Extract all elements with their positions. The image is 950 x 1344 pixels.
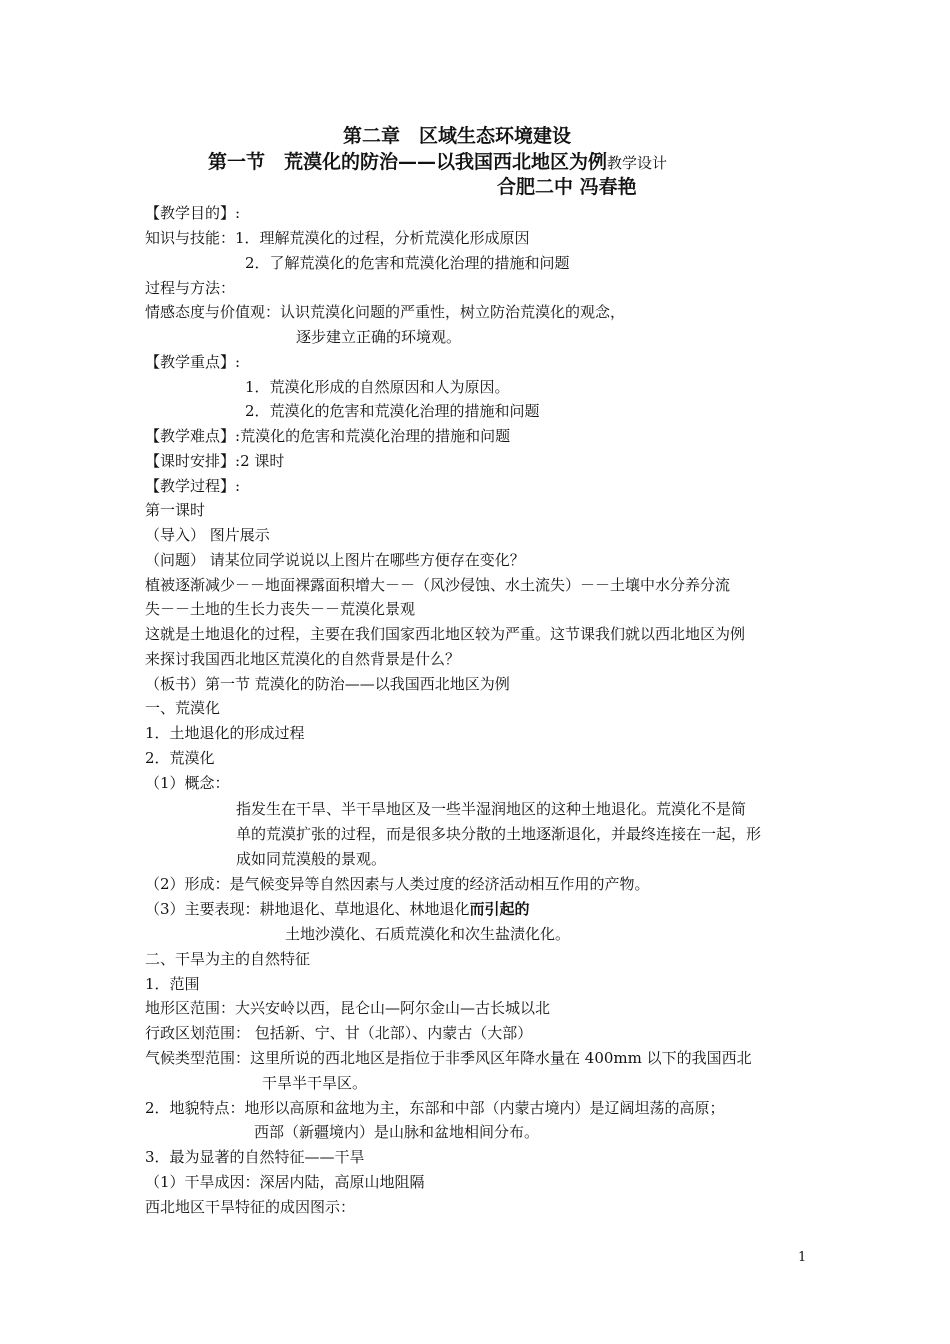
section-title-text: 第一节 荒漠化的防治——以我国西北地区为例 bbox=[208, 151, 608, 173]
page-number: 1 bbox=[798, 1250, 807, 1265]
part-one-item-1: 1．土地退化的形成过程 bbox=[145, 724, 305, 742]
section-title-suffix: 教学设计 bbox=[607, 154, 668, 172]
climate-scope-2: 干旱半干旱区。 bbox=[262, 1074, 368, 1092]
difficulty-heading: 【教学难点】: bbox=[145, 427, 241, 445]
lesson-label: 第一课时 bbox=[145, 501, 206, 519]
admin-scope: 行政区划范围： 包括新、宁、甘（北部）、内蒙古（大部） bbox=[145, 1024, 533, 1042]
attitude-item-2: 逐步建立正确的环境观。 bbox=[296, 328, 462, 346]
knowledge-label: 知识与技能： bbox=[145, 229, 236, 247]
key-point-1: 1．荒漠化形成的自然原因和人为原因。 bbox=[245, 378, 510, 396]
landform-line-2: 西部（新疆境内）是山脉和盆地相间分布。 bbox=[254, 1123, 540, 1141]
manifest-line bbox=[145, 899, 530, 919]
scope-heading: 1．范围 bbox=[145, 975, 200, 993]
key-points-heading: 【教学重点】: bbox=[145, 353, 241, 371]
key-point-2: 2．荒漠化的危害和荒漠化治理的措施和问题 bbox=[245, 402, 540, 420]
manifest-line-2: 土地沙漠化、石质荒漠化和次生盐渍化化。 bbox=[285, 925, 571, 943]
process-method: 过程与方法： bbox=[145, 279, 236, 297]
difficulty-text: 荒漠化的危害和荒漠化治理的措施和问题 bbox=[240, 427, 511, 445]
chain-line-2: 失－－土地的生长力丧失－－荒漠化景观 bbox=[145, 600, 416, 618]
landform-line-1: 2．地貌特点：地形以高原和盆地为主，东部和中部（内蒙古境内）是辽阔坦荡的高原； bbox=[145, 1099, 725, 1117]
attitude-item-1: 认识荒漠化问题的严重性，树立防治荒漠化的观念， bbox=[280, 303, 626, 321]
schedule-line bbox=[145, 451, 284, 471]
terrain-scope: 地形区范围：大兴安岭以西，昆仑山—阿尔金山—古长城以北 bbox=[145, 999, 551, 1017]
chain-line-1: 植被逐渐减少－－地面裸露面积增大－－（风沙侵蚀、水土流失）－－土壤中水分养分流 bbox=[145, 576, 731, 594]
diagram-caption: 西北地区干旱特征的成因图示： bbox=[145, 1198, 356, 1216]
manifest-bold: 而引起的 bbox=[469, 900, 530, 918]
knowledge-line bbox=[145, 228, 530, 248]
cause-line: （1）干旱成因：深居内陆，高原山地阻隔 bbox=[145, 1173, 425, 1191]
manifest-label: （3）主要表现：耕地退化、草地退化、林地退化 bbox=[145, 900, 470, 918]
section-title bbox=[208, 150, 667, 175]
chapter-title: 第二章 区域生态环境建设 bbox=[343, 125, 572, 147]
schedule-heading: 【课时安排】: bbox=[145, 452, 241, 470]
concept-line-3: 成如同荒漠般的景观。 bbox=[236, 850, 387, 868]
formation-line: （2）形成：是气候变异等自然因素与人类过度的经济活动相互作用的产物。 bbox=[145, 875, 650, 893]
knowledge-item-2: 2．了解荒漠化的危害和荒漠化治理的措施和问题 bbox=[245, 254, 570, 272]
intro-text-2: 来探讨我国西北地区荒漠化的自然背景是什么？ bbox=[145, 650, 461, 668]
concept-label: （1）概念： bbox=[145, 774, 230, 792]
author-line: 合肥二中 冯春艳 bbox=[497, 176, 637, 198]
intro-line: （导入） 图片展示 bbox=[145, 526, 270, 544]
attitude-label: 情感态度与价值观： bbox=[145, 303, 281, 321]
part-one-heading: 一、荒漠化 bbox=[145, 699, 221, 717]
concept-line-1: 指发生在干旱、半干旱地区及一些半湿润地区的这种土地退化。荒漠化不是简 bbox=[236, 800, 747, 818]
attitude-line bbox=[145, 302, 625, 322]
process-heading: 【教学过程】: bbox=[145, 477, 241, 495]
question-line: （问题） 请某位同学说说以上图片在哪些方便存在变化？ bbox=[145, 551, 525, 569]
board-line: （板书）第一节 荒漠化的防治——以我国西北地区为例 bbox=[145, 675, 510, 693]
difficulty-line bbox=[145, 426, 510, 446]
objectives-heading: 【教学目的】: bbox=[145, 204, 241, 222]
concept-line-2: 单的荒漠扩张的过程，而是很多块分散的土地逐渐退化，并最终连接在一起，形 bbox=[236, 825, 762, 843]
intro-text-1: 这就是土地退化的过程，主要在我们国家西北地区较为严重。这节课我们就以西北地区为例 bbox=[145, 625, 746, 643]
feature-line: 3．最为显著的自然特征——干旱 bbox=[145, 1148, 365, 1166]
schedule-text: 2 课时 bbox=[240, 452, 285, 470]
climate-scope-1: 气候类型范围：这里所说的西北地区是指位于非季风区年降水量在 400mm 以下的我国西北 bbox=[145, 1049, 752, 1067]
part-one-item-2: 2．荒漠化 bbox=[145, 749, 215, 767]
knowledge-item-1: 1．理解荒漠化的过程，分析荒漠化形成原因 bbox=[235, 229, 530, 247]
part-two-heading: 二、干旱为主的自然特征 bbox=[145, 950, 311, 968]
